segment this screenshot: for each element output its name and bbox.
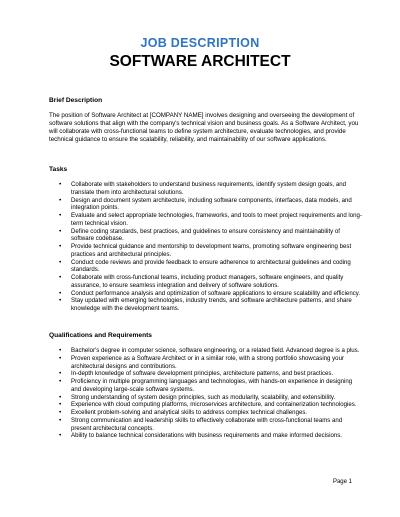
list-item: • Ability to balance technical considerations with business requirements and make informed decisions. [49, 432, 363, 440]
tasks-list [49, 181, 363, 313]
list-item: • Excellent problem-solving and analytical skills to address complex technical challenges. [49, 409, 363, 417]
list-item: • Collaborate with stakeholders to understand business requirements, identify system design goals, and translate them into architectural solutions. [49, 181, 363, 197]
list-item: • Experience with cloud computing platforms, microservices architecture, and containerization technologies. [49, 401, 363, 409]
brief-description-text: The position of Software Architect at [COMPANY NAME] involves designing and overseeing the development of software solutions that align with the company's technical vision and business goals. As a Software Architect, you will collaborate with cross-functional teams to define system architecture, evaluate technologies, and provide technical guidance to ensure the scalability, reliability, and maintainability of our software applications. [49, 112, 359, 144]
list-item: • Strong understanding of system design principles, such as modularity, scalability, and extensibility. [49, 394, 363, 402]
list-item: • Evaluate and select appropriate technologies, frameworks, and tools to meet project requirements and long-term technical vision. [49, 212, 363, 228]
page-number: Page 1 [332, 479, 352, 485]
list-item: • Design and document system architecture, including software components, interfaces, data models, and integration points. [49, 197, 363, 213]
list-item: • Define coding standards, best practices, and guidelines to ensure consistency and maintainability of software codebase. [49, 228, 363, 244]
document-subtitle: SOFTWARE ARCHITECT [109, 53, 291, 70]
list-item: • In-depth knowledge of software development principles, architecture patterns, and best practices. [49, 370, 363, 378]
list-item: • Proven experience as a Software Architect or in a similar role, with a strong portfolio showcasing your architectural designs and contributions. [49, 355, 363, 371]
tasks-heading: Tasks [49, 166, 68, 173]
qualifications-list [49, 347, 363, 440]
list-item: • Conduct performance analysis and optimization of software applications to ensure scalability and efficiency. [49, 290, 363, 298]
qualifications-heading: Qualifications and Requirements [49, 332, 152, 339]
list-item: • Proficiency in multiple programming languages and technologies, with hands-on experience in designing and developing large-scale software systems. [49, 378, 363, 394]
list-item: • Bachelor's degree in computer science, software engineering, or a related field. Advanced degree is a plus. [49, 347, 363, 355]
list-item: • Provide technical guidance and mentorship to development teams, promoting software engineering best practices and architectural principles. [49, 243, 363, 259]
brief-description-heading: Brief Description [49, 97, 103, 104]
list-item: • Stay updated with emerging technologies, industry trends, and software architecture patterns, and share knowledge with the development teams. [49, 297, 363, 313]
list-item: • Strong communication and leadership skills to effectively collaborate with cross-functional teams and present architectural concepts. [49, 417, 363, 433]
list-item: • Collaborate with cross-functional teams, including product managers, software engineers, and quality assurance, to ensure seamless integration and delivery of software solutions. [49, 274, 363, 290]
list-item: • Conduct code reviews and provide feedback to ensure adherence to architectural guidelines and coding standards. [49, 259, 363, 275]
document-title: JOB DESCRIPTION [140, 36, 260, 50]
